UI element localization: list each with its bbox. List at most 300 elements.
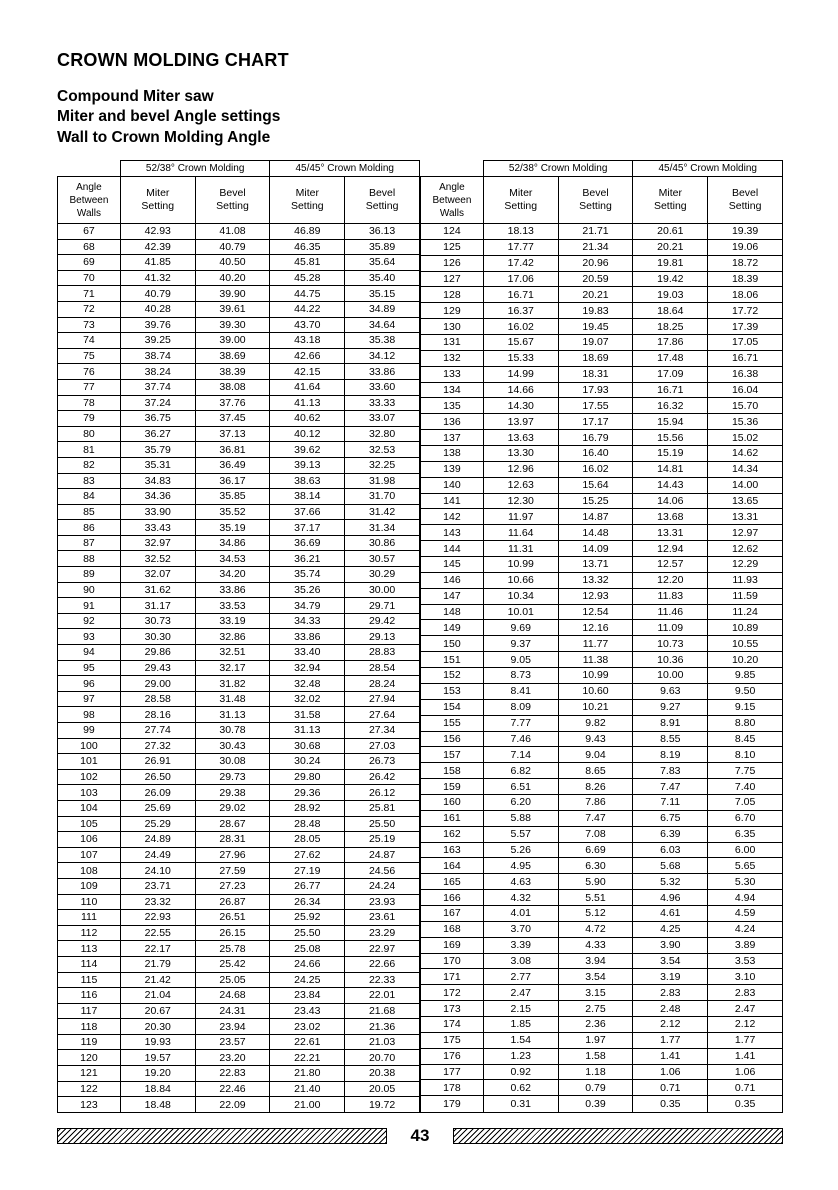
- cell-value: 32.86: [195, 629, 270, 645]
- table-row: [58, 1003, 420, 1019]
- cell-value: 5.32: [633, 874, 708, 890]
- cell-value: 3.19: [633, 969, 708, 985]
- cell-value: 8.41: [483, 683, 558, 699]
- table-row: [421, 1016, 783, 1032]
- table-row: [421, 1080, 783, 1096]
- cell-value: 26.15: [195, 925, 270, 941]
- cell-value: 11.64: [483, 525, 558, 541]
- cell-angle: 162: [421, 826, 484, 842]
- cell-value: 0.71: [633, 1080, 708, 1096]
- cell-value: 18.48: [120, 1097, 195, 1113]
- cell-value: 10.34: [483, 588, 558, 604]
- cell-angle: 155: [421, 715, 484, 731]
- chart-tables: [57, 160, 783, 1113]
- cell-value: 25.69: [120, 800, 195, 816]
- cell-value: 33.86: [345, 364, 420, 380]
- table-row: [58, 925, 420, 941]
- cell-value: 23.84: [270, 988, 345, 1004]
- cell-value: 24.56: [345, 863, 420, 879]
- table-row: [58, 301, 420, 317]
- cell-value: 34.79: [270, 598, 345, 614]
- cell-value: 32.52: [120, 551, 195, 567]
- cell-value: 26.12: [345, 785, 420, 801]
- page-title: CROWN MOLDING CHART: [57, 50, 289, 70]
- table-row: [421, 414, 783, 430]
- cell-value: 22.83: [195, 1066, 270, 1082]
- cell-value: 40.79: [195, 239, 270, 255]
- cell-value: 28.31: [195, 832, 270, 848]
- cell-value: 20.38: [345, 1066, 420, 1082]
- cell-value: 16.71: [483, 287, 558, 303]
- cell-value: 15.33: [483, 350, 558, 366]
- cell-value: 3.54: [558, 969, 633, 985]
- cell-value: 11.24: [708, 604, 783, 620]
- cell-value: 9.05: [483, 652, 558, 668]
- cell-angle: 93: [58, 629, 121, 645]
- table-row: [58, 1081, 420, 1097]
- table-row: [58, 910, 420, 926]
- cell-value: 18.69: [558, 350, 633, 366]
- cell-value: 34.53: [195, 551, 270, 567]
- cell-angle: 68: [58, 239, 121, 255]
- cell-value: 39.62: [270, 442, 345, 458]
- cell-angle: 91: [58, 598, 121, 614]
- cell-value: 1.41: [708, 1048, 783, 1064]
- table-row: [421, 239, 783, 255]
- group-header-45-45: 45/45° Crown Molding: [270, 161, 420, 177]
- cell-value: 6.51: [483, 779, 558, 795]
- cell-value: 7.47: [633, 779, 708, 795]
- cell-value: 38.69: [195, 348, 270, 364]
- table-row: [58, 847, 420, 863]
- cell-angle: 144: [421, 541, 484, 557]
- cell-value: 29.42: [345, 613, 420, 629]
- table-row: [421, 905, 783, 921]
- cell-value: 41.08: [195, 224, 270, 240]
- table-row: [58, 816, 420, 832]
- table-row: [58, 395, 420, 411]
- table-row: [58, 1097, 420, 1113]
- cell-value: 13.68: [633, 509, 708, 525]
- table-row: [421, 366, 783, 382]
- table-row: [58, 411, 420, 427]
- table-row: [421, 572, 783, 588]
- cell-angle: 143: [421, 525, 484, 541]
- cell-value: 24.66: [270, 956, 345, 972]
- title-block: [57, 50, 757, 148]
- cell-value: 4.95: [483, 858, 558, 874]
- cell-value: 31.48: [195, 691, 270, 707]
- cell-angle: 171: [421, 969, 484, 985]
- cell-value: 0.31: [483, 1096, 558, 1113]
- cell-value: 17.93: [558, 382, 633, 398]
- cell-value: 7.86: [558, 794, 633, 810]
- cell-value: 32.97: [120, 535, 195, 551]
- cell-value: 14.00: [708, 477, 783, 493]
- cell-value: 22.17: [120, 941, 195, 957]
- cell-value: 28.05: [270, 832, 345, 848]
- table-row: [421, 620, 783, 636]
- cell-angle: 174: [421, 1016, 484, 1032]
- cell-value: 33.86: [195, 582, 270, 598]
- page-footer: [57, 1128, 783, 1144]
- cell-value: 29.00: [120, 676, 195, 692]
- cell-value: 17.48: [633, 350, 708, 366]
- table-row: [421, 1048, 783, 1064]
- table-row: [58, 504, 420, 520]
- cell-value: 39.30: [195, 317, 270, 333]
- table-row: [58, 598, 420, 614]
- cell-value: 5.51: [558, 890, 633, 906]
- cell-value: 19.81: [633, 255, 708, 271]
- table-row: [421, 319, 783, 335]
- cell-angle: 142: [421, 509, 484, 525]
- cell-value: 29.38: [195, 785, 270, 801]
- cell-value: 16.02: [558, 461, 633, 477]
- cell-angle: 75: [58, 348, 121, 364]
- cell-value: 29.73: [195, 769, 270, 785]
- cell-value: 36.21: [270, 551, 345, 567]
- table-row: [421, 588, 783, 604]
- group-header-52-38: 52/38° Crown Molding: [483, 161, 633, 177]
- cell-value: 26.34: [270, 894, 345, 910]
- cell-value: 29.36: [270, 785, 345, 801]
- group-header-45-45: 45/45° Crown Molding: [633, 161, 783, 177]
- cell-value: 23.43: [270, 1003, 345, 1019]
- table-row: [58, 941, 420, 957]
- cell-value: 9.43: [558, 731, 633, 747]
- cell-value: 4.25: [633, 921, 708, 937]
- cell-value: 22.97: [345, 941, 420, 957]
- cell-value: 23.93: [345, 894, 420, 910]
- table-row: [58, 972, 420, 988]
- cell-value: 32.02: [270, 691, 345, 707]
- table-row: [421, 668, 783, 684]
- table-body-left: [58, 224, 420, 1113]
- cell-value: 4.72: [558, 921, 633, 937]
- cell-value: 28.16: [120, 707, 195, 723]
- cell-angle: 105: [58, 816, 121, 832]
- cell-angle: 109: [58, 878, 121, 894]
- cell-value: 27.32: [120, 738, 195, 754]
- table-row: [58, 457, 420, 473]
- column-header-row: [58, 177, 420, 224]
- table-row: [58, 800, 420, 816]
- cell-value: 4.24: [708, 921, 783, 937]
- cell-value: 40.20: [195, 270, 270, 286]
- cell-angle: 160: [421, 794, 484, 810]
- table-row: [58, 832, 420, 848]
- cell-angle: 168: [421, 921, 484, 937]
- cell-value: 41.32: [120, 270, 195, 286]
- cell-value: 8.09: [483, 699, 558, 715]
- cell-value: 19.45: [558, 319, 633, 335]
- cell-value: 15.19: [633, 446, 708, 462]
- cell-angle: 110: [58, 894, 121, 910]
- cell-value: 2.36: [558, 1016, 633, 1032]
- cell-value: 41.13: [270, 395, 345, 411]
- table-row: [421, 224, 783, 240]
- cell-value: 18.39: [708, 271, 783, 287]
- cell-value: 6.69: [558, 842, 633, 858]
- cell-value: 2.75: [558, 1001, 633, 1017]
- cell-value: 12.96: [483, 461, 558, 477]
- cell-value: 17.06: [483, 271, 558, 287]
- cell-value: 28.58: [120, 691, 195, 707]
- cell-value: 14.48: [558, 525, 633, 541]
- table-body-right: [421, 224, 783, 1113]
- cell-value: 19.39: [708, 224, 783, 240]
- cell-value: 17.55: [558, 398, 633, 414]
- table-row: [421, 461, 783, 477]
- header-bevel-52-38: Bevel Setting: [195, 177, 270, 224]
- cell-angle: 135: [421, 398, 484, 414]
- cell-angle: 165: [421, 874, 484, 890]
- cell-value: 35.31: [120, 457, 195, 473]
- cell-value: 17.09: [633, 366, 708, 382]
- cell-value: 17.17: [558, 414, 633, 430]
- cell-angle: 126: [421, 255, 484, 271]
- cell-value: 13.97: [483, 414, 558, 430]
- cell-angle: 173: [421, 1001, 484, 1017]
- cell-value: 7.11: [633, 794, 708, 810]
- cell-value: 12.97: [708, 525, 783, 541]
- cell-value: 10.89: [708, 620, 783, 636]
- cell-value: 27.19: [270, 863, 345, 879]
- header-miter-45-45: Miter Setting: [270, 177, 345, 224]
- cell-value: 31.82: [195, 676, 270, 692]
- cell-value: 24.68: [195, 988, 270, 1004]
- cell-value: 38.14: [270, 489, 345, 505]
- cell-angle: 94: [58, 645, 121, 661]
- cell-value: 11.83: [633, 588, 708, 604]
- cell-value: 33.19: [195, 613, 270, 629]
- cell-value: 9.15: [708, 699, 783, 715]
- cell-value: 23.57: [195, 1034, 270, 1050]
- cell-angle: 129: [421, 303, 484, 319]
- cell-value: 2.77: [483, 969, 558, 985]
- cell-value: 21.68: [345, 1003, 420, 1019]
- cell-value: 18.25: [633, 319, 708, 335]
- cell-value: 6.75: [633, 810, 708, 826]
- cell-angle: 119: [58, 1034, 121, 1050]
- page-number: 43: [393, 1126, 447, 1146]
- cell-value: 8.65: [558, 763, 633, 779]
- cell-value: 33.07: [345, 411, 420, 427]
- cell-value: 7.46: [483, 731, 558, 747]
- cell-value: 17.05: [708, 335, 783, 351]
- cell-value: 28.67: [195, 816, 270, 832]
- cell-angle: 131: [421, 335, 484, 351]
- cell-value: 15.56: [633, 430, 708, 446]
- cell-value: 41.64: [270, 379, 345, 395]
- cell-angle: 67: [58, 224, 121, 240]
- table-row: [58, 270, 420, 286]
- cell-value: 39.13: [270, 457, 345, 473]
- cell-value: 6.70: [708, 810, 783, 826]
- cell-value: 22.93: [120, 910, 195, 926]
- header-miter-45-45: Miter Setting: [633, 177, 708, 224]
- cell-value: 35.40: [345, 270, 420, 286]
- cell-value: 34.20: [195, 567, 270, 583]
- cell-value: 27.96: [195, 847, 270, 863]
- table-row: [421, 747, 783, 763]
- cell-value: 34.86: [195, 535, 270, 551]
- cell-value: 6.03: [633, 842, 708, 858]
- cell-value: 31.62: [120, 582, 195, 598]
- cell-value: 8.80: [708, 715, 783, 731]
- cell-value: 35.52: [195, 504, 270, 520]
- crown-molding-table-left: [57, 160, 420, 1113]
- cell-angle: 81: [58, 442, 121, 458]
- cell-value: 35.38: [345, 333, 420, 349]
- cell-value: 1.18: [558, 1064, 633, 1080]
- cell-value: 3.53: [708, 953, 783, 969]
- table-row: [58, 613, 420, 629]
- cell-value: 20.59: [558, 271, 633, 287]
- cell-angle: 88: [58, 551, 121, 567]
- cell-angle: 167: [421, 905, 484, 921]
- cell-angle: 140: [421, 477, 484, 493]
- cell-value: 25.19: [345, 832, 420, 848]
- cell-value: 45.81: [270, 255, 345, 271]
- footer-hatch-left: [57, 1128, 387, 1144]
- cell-value: 17.42: [483, 255, 558, 271]
- cell-angle: 127: [421, 271, 484, 287]
- cell-value: 13.71: [558, 557, 633, 573]
- cell-value: 35.89: [345, 239, 420, 255]
- cell-value: 26.91: [120, 754, 195, 770]
- cell-value: 15.70: [708, 398, 783, 414]
- cell-angle: 130: [421, 319, 484, 335]
- cell-value: 33.86: [270, 629, 345, 645]
- cell-value: 16.38: [708, 366, 783, 382]
- cell-angle: 170: [421, 953, 484, 969]
- table-row: [421, 969, 783, 985]
- cell-angle: 120: [58, 1050, 121, 1066]
- cell-value: 28.83: [345, 645, 420, 661]
- cell-value: 15.67: [483, 335, 558, 351]
- cell-value: 24.49: [120, 847, 195, 863]
- cell-value: 39.76: [120, 317, 195, 333]
- cell-value: 5.90: [558, 874, 633, 890]
- cell-value: 8.91: [633, 715, 708, 731]
- table-row: [421, 953, 783, 969]
- cell-value: 11.93: [708, 572, 783, 588]
- header-angle-between-walls: [58, 177, 121, 224]
- cell-value: 32.25: [345, 457, 420, 473]
- header-bevel-52-38: Bevel Setting: [558, 177, 633, 224]
- cell-value: 38.74: [120, 348, 195, 364]
- cell-value: 9.85: [708, 668, 783, 684]
- cell-value: 5.30: [708, 874, 783, 890]
- cell-value: 32.94: [270, 660, 345, 676]
- cell-angle: 146: [421, 572, 484, 588]
- cell-value: 12.20: [633, 572, 708, 588]
- cell-value: 35.26: [270, 582, 345, 598]
- table-row: [421, 683, 783, 699]
- cell-value: 45.28: [270, 270, 345, 286]
- cell-value: 42.39: [120, 239, 195, 255]
- cell-value: 10.99: [483, 557, 558, 573]
- table-row: [421, 271, 783, 287]
- table-row: [58, 1066, 420, 1082]
- cell-value: 9.82: [558, 715, 633, 731]
- cell-value: 4.59: [708, 905, 783, 921]
- cell-angle: 77: [58, 379, 121, 395]
- cell-value: 32.80: [345, 426, 420, 442]
- cell-value: 24.89: [120, 832, 195, 848]
- table-row: [421, 430, 783, 446]
- table-row: [421, 303, 783, 319]
- cell-value: 25.50: [345, 816, 420, 832]
- table-row: [58, 956, 420, 972]
- cell-value: 13.31: [708, 509, 783, 525]
- cell-value: 23.61: [345, 910, 420, 926]
- cell-value: 7.77: [483, 715, 558, 731]
- cell-value: 39.25: [120, 333, 195, 349]
- cell-value: 38.08: [195, 379, 270, 395]
- table-row: [58, 473, 420, 489]
- cell-value: 31.70: [345, 489, 420, 505]
- column-header-row: [421, 177, 783, 224]
- cell-value: 25.42: [195, 956, 270, 972]
- cell-value: 14.34: [708, 461, 783, 477]
- cell-value: 40.62: [270, 411, 345, 427]
- cell-value: 16.79: [558, 430, 633, 446]
- table-row: [421, 1001, 783, 1017]
- cell-value: 33.33: [345, 395, 420, 411]
- cell-value: 21.03: [345, 1034, 420, 1050]
- cell-value: 9.69: [483, 620, 558, 636]
- cell-value: 27.62: [270, 847, 345, 863]
- cell-value: 6.82: [483, 763, 558, 779]
- table-row: [421, 477, 783, 493]
- cell-value: 35.79: [120, 442, 195, 458]
- cell-value: 31.13: [195, 707, 270, 723]
- cell-value: 32.48: [270, 676, 345, 692]
- cell-value: 30.68: [270, 738, 345, 754]
- cell-value: 37.13: [195, 426, 270, 442]
- cell-value: 28.48: [270, 816, 345, 832]
- cell-value: 5.26: [483, 842, 558, 858]
- cell-value: 26.50: [120, 769, 195, 785]
- cell-value: 6.35: [708, 826, 783, 842]
- cell-angle: 112: [58, 925, 121, 941]
- table-row: [421, 350, 783, 366]
- cell-value: 24.87: [345, 847, 420, 863]
- cell-angle: 102: [58, 769, 121, 785]
- cell-value: 30.43: [195, 738, 270, 754]
- cell-value: 26.51: [195, 910, 270, 926]
- cell-value: 31.17: [120, 598, 195, 614]
- cell-value: 5.12: [558, 905, 633, 921]
- table-row: [58, 567, 420, 583]
- cell-value: 27.59: [195, 863, 270, 879]
- table-row: [421, 985, 783, 1001]
- cell-value: 11.46: [633, 604, 708, 620]
- table-row: [421, 557, 783, 573]
- table-row: [58, 317, 420, 333]
- cell-angle: 132: [421, 350, 484, 366]
- cell-angle: 79: [58, 411, 121, 427]
- cell-value: 21.71: [558, 224, 633, 240]
- table-row: [421, 382, 783, 398]
- table-row: [58, 629, 420, 645]
- cell-angle: 179: [421, 1096, 484, 1113]
- cell-value: 9.63: [633, 683, 708, 699]
- table-row: [58, 582, 420, 598]
